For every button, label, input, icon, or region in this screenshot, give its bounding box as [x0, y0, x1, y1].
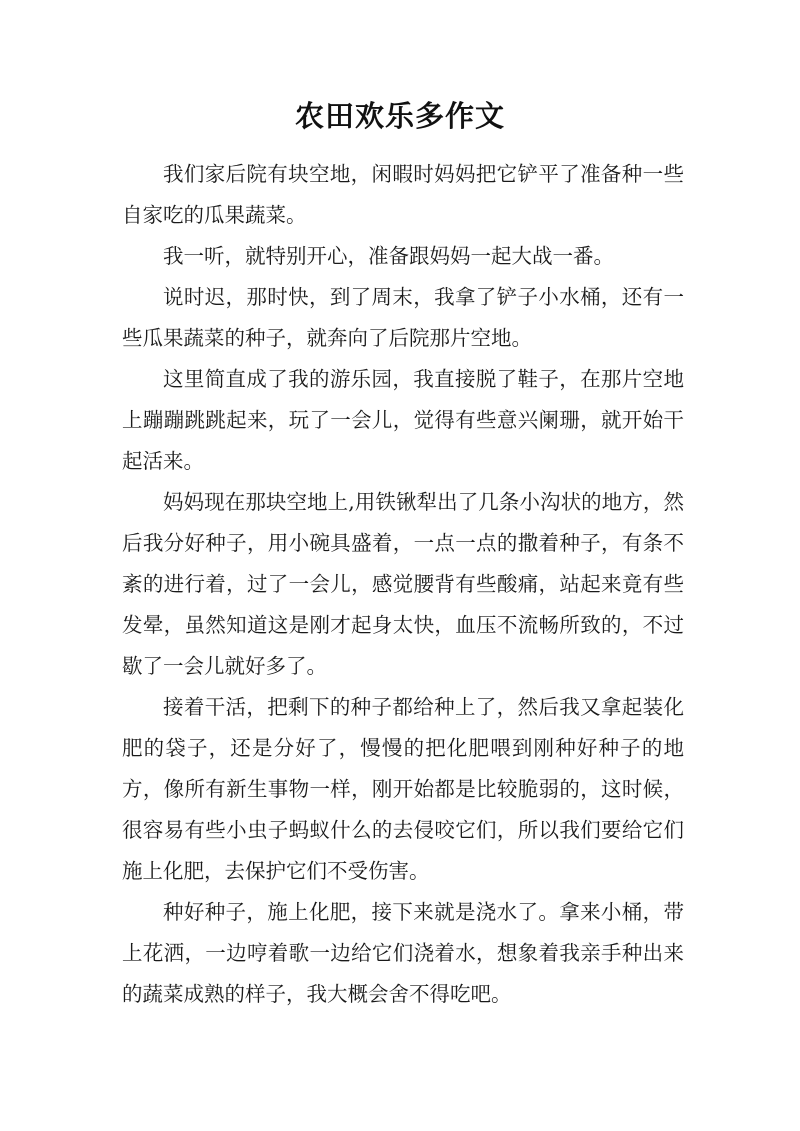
document-title: 农田欢乐多作文	[294, 99, 505, 133]
document-body	[122, 154, 684, 1015]
paragraph-4: 这里简直成了我的游乐园，我直接脱了鞋子，在那片空地上蹦蹦跳跳起来，玩了一会儿，觉得有些意兴阑珊，就开始干起活来。	[122, 367, 684, 473]
paragraph-2: 我一听，就特别开心，准备跟妈妈一起大战一番。	[163, 244, 614, 268]
paragraph-1: 我们家后院有块空地，闲暇时妈妈把它铲平了准备种一些自家吃的瓜果蔬菜。	[122, 162, 684, 227]
paragraph-7: 种好种子，施上化肥，接下来就是浇水了。拿来小桶，带上花洒，一边哼着歌一边给它们浇着水，想象着我亲手种出来的蔬菜成熟的样子，我大概会舍不得吃吧。	[122, 900, 684, 1006]
paragraph-3: 说时迟，那时快，到了周末，我拿了铲子小水桶，还有一些瓜果蔬菜的种子，就奔向了后院那片空地。	[122, 285, 684, 350]
paragraph-6: 接着干活，把剩下的种子都给种上了，然后我又拿起装化肥的袋子，还是分好了，慢慢的把化肥喂到刚种好种子的地方，像所有新生事物一样，刚开始都是比较脆弱的，这时候，很容易有些小虫子蚂蚁什么的去侵咬它们，所以我们要给它们施上化肥，去保护它们不受伤害。	[122, 695, 684, 883]
paragraph-5: 妈妈现在那块空地上,用铁锹犁出了几条小沟状的地方，然后我分好种子，用小碗具盛着，一点一点的撒着种子，有条不紊的进行着，过了一会儿，感觉腰背有些酸痛，站起来竟有些发晕，虽然知道这是刚才起身太快，血压不流畅所致的，不过歇了一会儿就好多了。	[122, 490, 684, 678]
